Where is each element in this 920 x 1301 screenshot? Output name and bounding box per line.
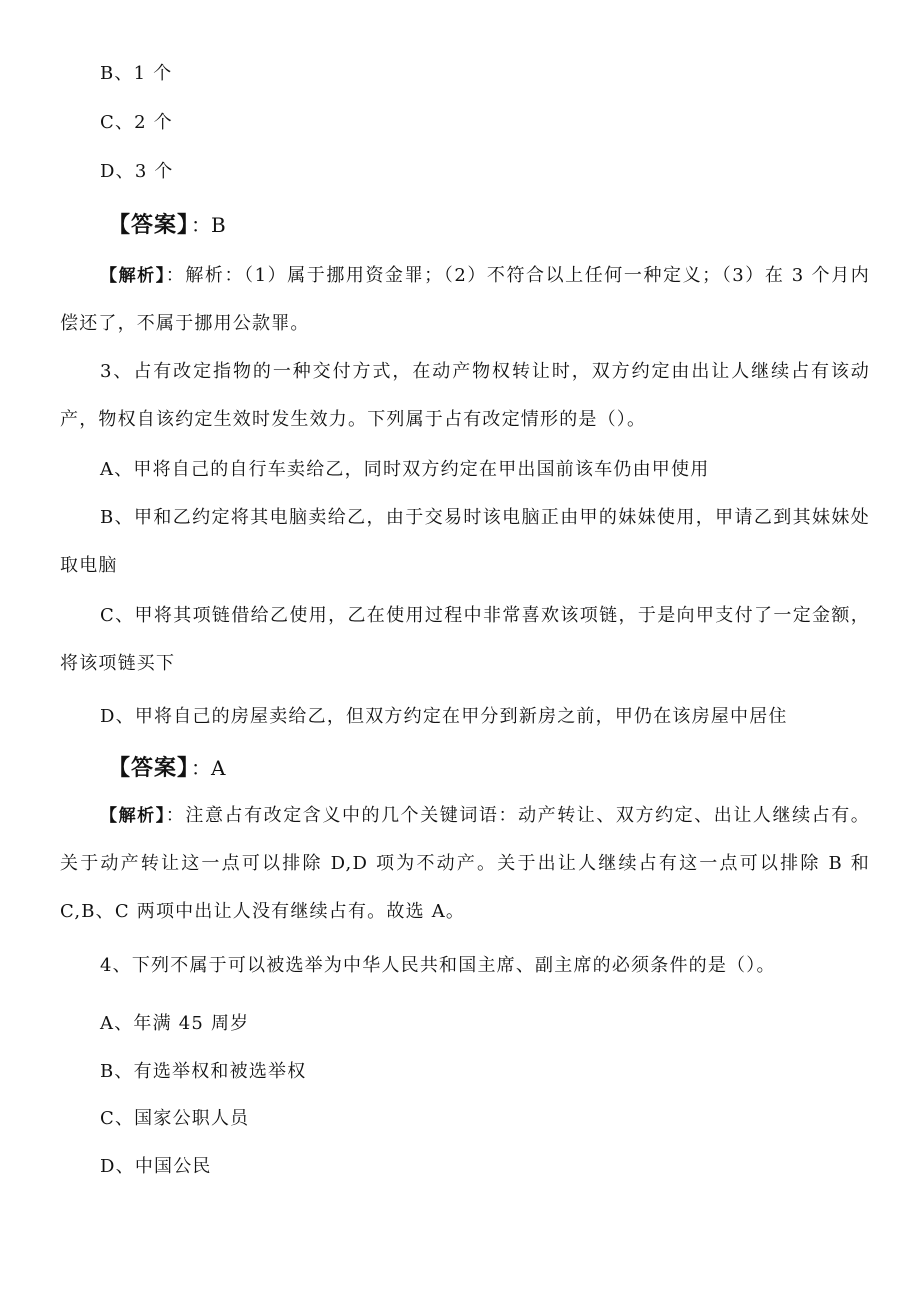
answer-value: ：B [191, 213, 226, 237]
q4-option-d: D、中国公民 [100, 1156, 212, 1177]
analysis-text: ：解析：（1）属于挪用资金罪；（2）不符合以上任何一种定义；（3）在 3 个月内偿还了，不属于挪用公款罪。 [60, 265, 870, 334]
q2-option-b: B、1 个 [100, 63, 173, 84]
q3-option-d: D、甲将自己的房屋卖给乙，但双方约定在甲分到新房之前，甲仍在该房屋中居住 [100, 706, 788, 727]
q2-analysis [60, 252, 870, 348]
q2-option-d: D、3 个 [100, 161, 174, 182]
analysis-label: 【解析】 [100, 266, 166, 286]
q4-option-c: C、国家公职人员 [100, 1108, 250, 1129]
q3-option-a: A、甲将自己的自行车卖给乙，同时双方约定在甲出国前该车仍由甲使用 [100, 459, 710, 480]
analysis-text: ：注意占有改定含义中的几个关键词语：动产转让、双方约定、出让人继续占有。关于动产转让这一点可以排除 D,D 项为不动产。关于出让人继续占有这一点可以排除 B 和 C,B、C 两项中出让人没有继续占有。故选 A。 [60, 805, 870, 922]
answer-label: 【答案】 [108, 756, 190, 781]
q3-option-c: C、甲将其项链借给乙使用，乙在使用过程中非常喜欢该项链，于是向甲支付了一定金额，将该项链买下 [60, 605, 870, 674]
answer-value: ：A [191, 756, 226, 780]
q3-answer [108, 754, 225, 783]
q3-stem: 3、占有改定指物的一种交付方式，在动产物权转让时，双方约定由出让人继续占有该动产，物权自该约定生效时发生效力。下列属于占有改定情形的是（）。 [60, 361, 870, 430]
q2-option-c: C、2 个 [100, 112, 173, 133]
q2-answer [108, 211, 226, 240]
q3-option-b: B、甲和乙约定将其电脑卖给乙，由于交易时该电脑正由甲的妹妹使用，甲请乙到其妹妹处取电脑 [60, 507, 870, 576]
analysis-label: 【解析】 [100, 806, 166, 826]
q4-option-b: B、有选举权和被选举权 [100, 1061, 307, 1082]
q4-option-a: A、年满 45 周岁 [100, 1013, 250, 1034]
answer-label: 【答案】 [108, 213, 190, 238]
q4-stem: 4、下列不属于可以被选举为中华人民共和国主席、副主席的必须条件的是（）。 [100, 955, 776, 976]
q3-analysis [60, 792, 870, 936]
